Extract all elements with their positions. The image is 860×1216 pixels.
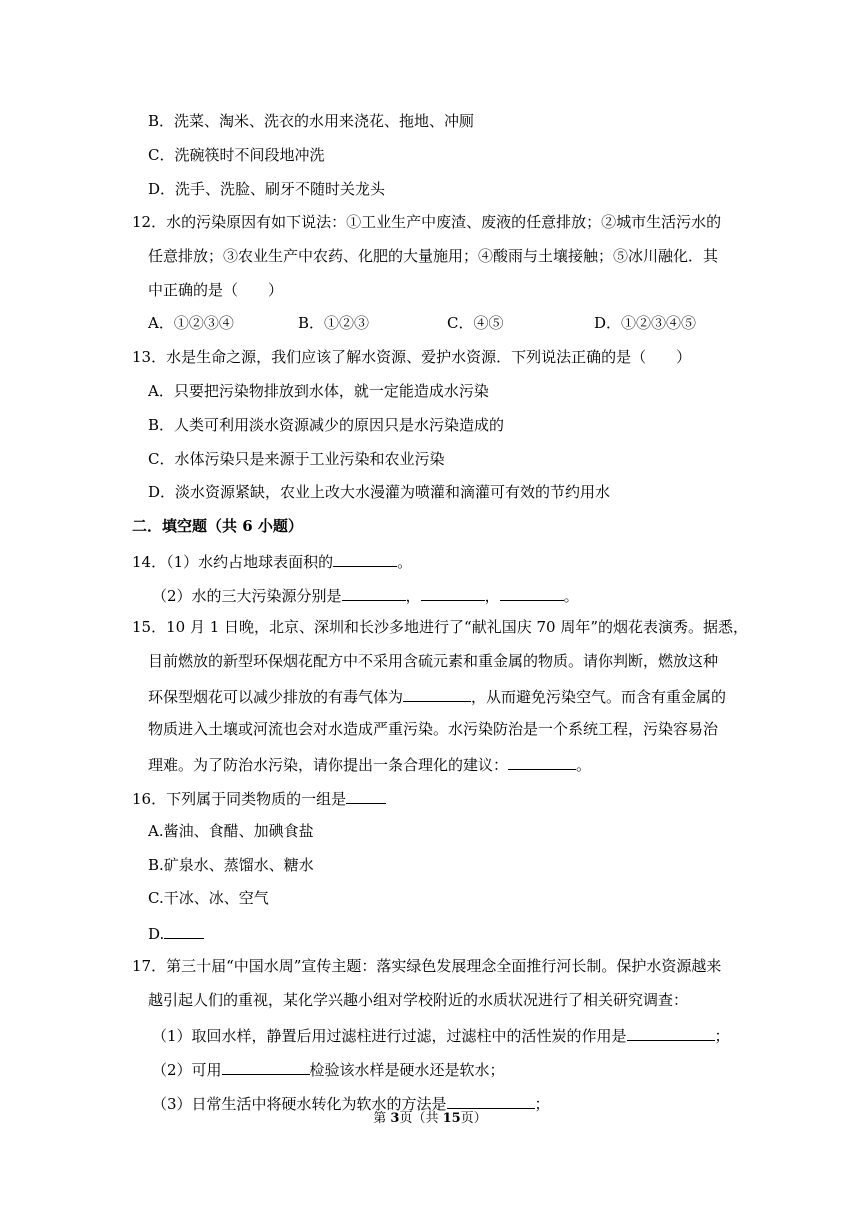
q15-line4: 物质进入土壤或河流也会对水造成严重污染。水污染防治是一个系统工程，污染容易治 [148, 720, 719, 738]
total-pages: 15 [442, 1111, 461, 1126]
q13-option-b: B．人类可利用淡水资源减少的原因只是水污染造成的 [148, 416, 505, 434]
q15-line2: 目前燃放的新型环保烟花配方中不采用含硫元素和重金属的物质。请你判断，燃放这种 [148, 652, 719, 670]
answer-blank[interactable] [500, 584, 564, 601]
q16-stem: 16．下列属于同类物质的一组是 [132, 787, 386, 809]
q12-option-a: A．①②③④ [148, 314, 234, 332]
q15-line5: 理难。为了防治水污染，请你提出一条合理化的建议： 。 [148, 753, 591, 775]
q17-sub2: （2）可用 检验该水样是硬水还是软水； [152, 1058, 505, 1080]
q14-part2: （2）水的三大污染源分别是 ， ， 。 [152, 584, 579, 606]
answer-blank[interactable] [346, 787, 386, 804]
q16-option-c: C.干冰、冰、空气 [148, 889, 269, 907]
q17-line2: 越引起人们的重视，某化学兴趣小组对学校附近的水质状况进行了相关研究调查： [148, 991, 689, 1009]
answer-blank[interactable] [164, 922, 204, 939]
q16-option-a: A.酱油、食醋、加碘食盐 [148, 822, 314, 840]
q17-sub3: （3）日常生活中将硬水转化为软水的方法是 ； [152, 1092, 550, 1114]
q11-option-b: B．洗菜、淘米、洗衣的水用来浇花、拖地、冲厕 [148, 112, 475, 130]
answer-blank[interactable] [342, 584, 406, 601]
answer-blank[interactable] [447, 1092, 535, 1109]
q13-option-c: C．水体污染只是来源于工业污染和农业污染 [148, 450, 445, 468]
q13-stem: 13．水是生命之源，我们应该了解水资源、爱护水资源．下列说法正确的是（ ） [132, 348, 692, 366]
answer-blank[interactable] [508, 753, 576, 770]
q12-option-d: D．①②③④⑤ [594, 314, 697, 332]
answer-blank[interactable] [421, 584, 485, 601]
q12-option-c: C．④⑤ [447, 314, 504, 332]
q16-option-d: D. [148, 922, 204, 944]
section-heading: 二．填空题（共 6 小题） [132, 517, 303, 535]
answer-blank[interactable] [403, 685, 471, 702]
q17-sub1: （1）取回水样，静置后用过滤柱进行过滤，过滤柱中的活性炭的作用是 ； [152, 1024, 730, 1046]
q16-option-b: B.矿泉水、蒸馏水、糖水 [148, 856, 314, 874]
answer-blank[interactable] [627, 1024, 715, 1041]
q11-option-d: D．洗手、洗脸、刷牙不随时关龙头 [148, 180, 386, 198]
q12-stem-line3: 中正确的是（ ） [148, 281, 284, 299]
page-footer: 第 3页（共 15页） [373, 1111, 487, 1126]
q14-part1: 14．（1）水约占地球表面积的 。 [132, 550, 412, 572]
q15-line3: 环保型烟花可以减少排放的有毒气体为 ，从而避免污染空气。而含有重金属的 [148, 685, 726, 707]
answer-blank[interactable] [222, 1058, 310, 1075]
q11-option-c: C．洗碗筷时不间段地冲洗 [148, 146, 325, 164]
answer-blank[interactable] [333, 550, 397, 567]
q13-option-d: D．淡水资源紧缺，农业上改大水漫灌为喷灌和滴灌可有效的节约用水 [148, 483, 611, 501]
q12-stem-line2: 任意排放；③农业生产中农药、化肥的大量施用；④酸雨与土壤接触；⑤冰川融化．其 [148, 247, 719, 265]
q12-stem-line1: 12．水的污染原因有如下说法：①工业生产中废渣、废液的任意排放；②城市生活污水的 [132, 213, 722, 231]
q17-line1: 17．第三十届“中国水周”宣传主题：落实绿色发展理念全面推行河长制。保护水资源越来 [132, 957, 722, 975]
q12-option-b: B．①②③ [298, 314, 370, 332]
q13-option-a: A．只要把污染物排放到水体，就一定能造成水污染 [148, 382, 489, 400]
q15-line1: 15．10 月 1 日晚，北京、深圳和长沙多地进行了“献礼国庆 70 周年”的烟花表演秀。据悉， [132, 618, 748, 636]
current-page-number: 3 [390, 1111, 400, 1126]
